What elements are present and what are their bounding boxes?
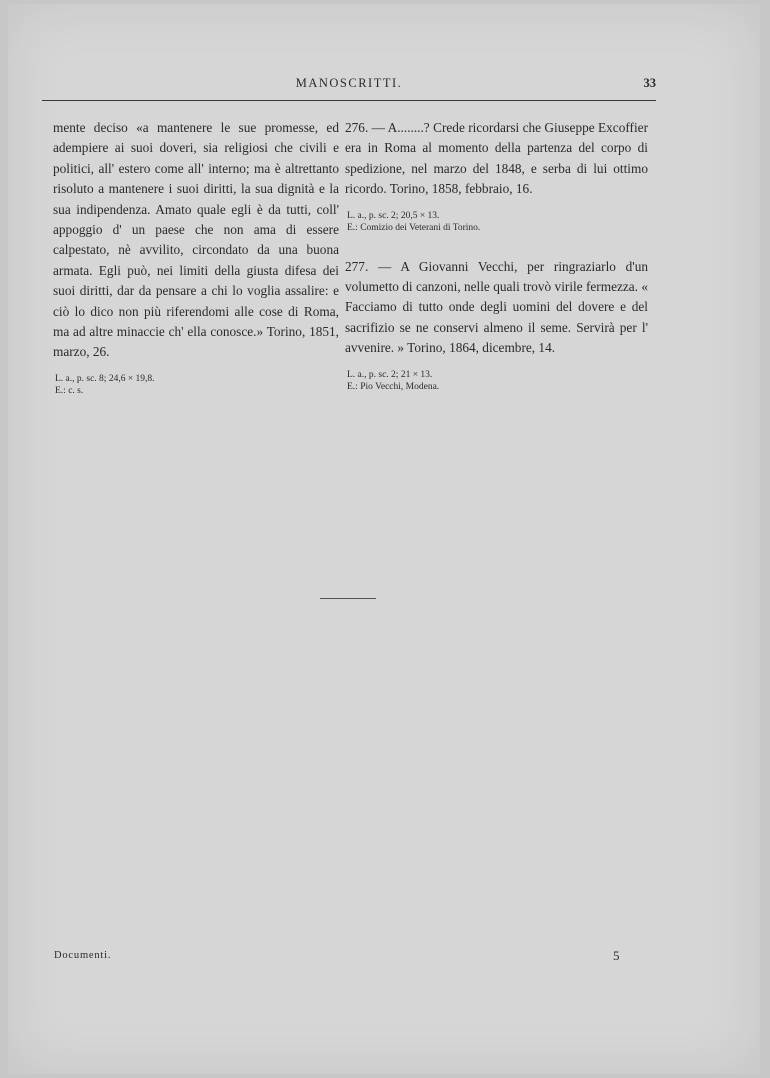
running-header [42,76,656,104]
running-title: MANOSCRITTI. [295,76,403,90]
left-meta-line1: L. a., p. sc. 8; 24,6 × 19,8. [55,373,155,384]
document-page [8,4,760,1074]
section-divider [320,598,376,599]
sheet-number: 5 [613,948,620,963]
left-column [53,118,339,398]
entry-277-meta-line1: L. a., p. sc. 2; 21 × 13. [347,369,433,380]
page-number: 33 [643,76,656,90]
left-meta-line2: E.: c. s. [55,386,84,397]
header-rule [42,100,656,101]
entry-276-meta [345,210,648,235]
entry-277-text: 277. — A Giovanni Vecchi, per ringraziarlo d'un volumetto di canzoni, nelle quali trovò virile fermezza. « Facciamo di tutto onde degli uomini del dovere e del sacrifizio se ne conservi almeno il seme. Servirà per l' avvenire. » Torino, 1864, dicembre, 14. [345,258,648,356]
continued-paragraph: mente deciso «a mantenere le sue promesse, ed adempiere ai suoi doveri, sia religiosi che civili e politici, all' estero come all' interno; ma è altrettanto risoluto a mantenere i suoi diritti, la sua dignità e la sua indipendenza. Amato quale egli è da tutti, coll' appoggio d' un paese che non ama di essere calpestato, nè avvilito, circondato da una buona armata. Egli può, nei limiti della giusta difesa dei suoi diritti, dar da pensare a chi lo voglia assalire: e ciò lo dico non più riferendomi alle cose di Roma, ma ad altre minaccie ch' ella conosce.» Torino, 1851, marzo, 26. [53,120,339,360]
left-meta [53,373,339,398]
signature-mark: Documenti. [54,950,112,961]
entry-277-meta [345,369,648,394]
entry-276-meta-line2: E.: Comizio dei Veterani di Torino. [347,223,481,234]
entry-276-meta-line1: L. a., p. sc. 2; 20,5 × 13. [347,210,440,221]
entry-276-text: 276. — A........? Crede ricordarsi che Giuseppe Excoffier era in Roma al momento della partenza del corpo di spedizione, nel marzo del 1848, e serba di lui ottimo ricordo. Torino, 1858, febbraio, 16. [345,120,648,197]
entry-277-meta-line2: E.: Pio Vecchi, Modena. [347,382,440,393]
right-column [345,118,648,394]
